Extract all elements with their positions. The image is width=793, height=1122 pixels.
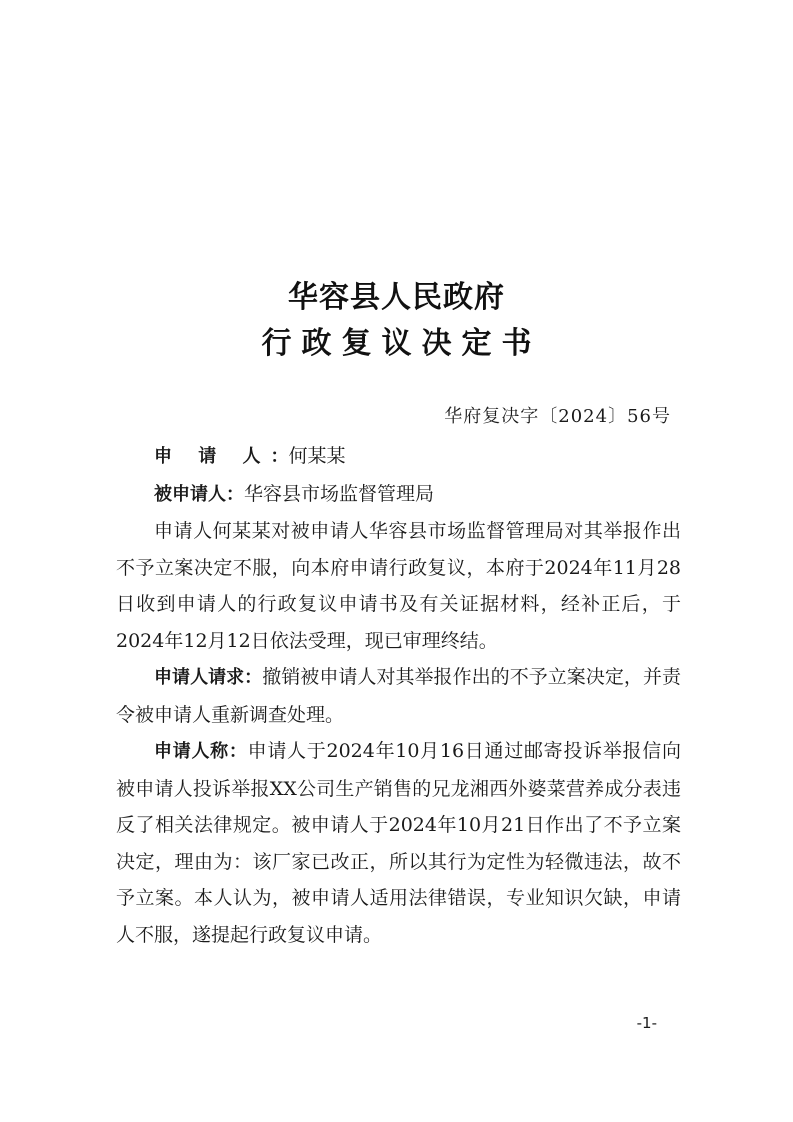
document-body [116, 438, 681, 953]
request-text: 撤销被申请人对其举报作出的不予立案决定，并责令被申请人重新调查处理。 [116, 666, 681, 726]
intro-paragraph: 申请人何某某对被申请人华容县市场监督管理局对其举报作出不予立案决定不服，向本府申请行政复议，本府于2024年11月28日收到申请人的行政复议申请书及有关证据材料，经补正后，于2024年12月12日依法受理，现已审理终结。 [116, 520, 681, 652]
applicant-line [116, 438, 681, 476]
claim-text: 申请人于2024年10月16日通过邮寄投诉举报信向被申请人投诉举报XX公司生产销售的兄龙湘西外婆菜营养成分表违反了相关法律规定。被申请人于2024年10月21日作出了不予立案决定，理由为：该厂家已改正，所以其行为定性为轻微违法，故不予立案。本人认为，被申请人适用法律错误，专业知识欠缺，申请人不服，遂提起行政复议申请。 [116, 740, 681, 946]
respondent-label: 被申请人： [154, 483, 244, 505]
respondent-line [116, 476, 681, 514]
request-paragraph [116, 659, 681, 733]
document-type-title: 行政复议决定书 [261, 326, 542, 361]
applicant-name: 何某某 [288, 445, 346, 467]
claim-paragraph [116, 733, 681, 953]
issuing-authority-title: 华容县人民政府 [288, 280, 505, 315]
page-number: -1- [636, 1014, 657, 1032]
document-number: 华府复决字〔2024〕56号 [444, 406, 671, 427]
respondent-name: 华容县市场监督管理局 [244, 482, 435, 505]
claim-label: 申请人称： [154, 741, 248, 762]
applicant-label: 申 请 人： [154, 446, 289, 467]
request-label: 申请人请求： [154, 667, 263, 688]
